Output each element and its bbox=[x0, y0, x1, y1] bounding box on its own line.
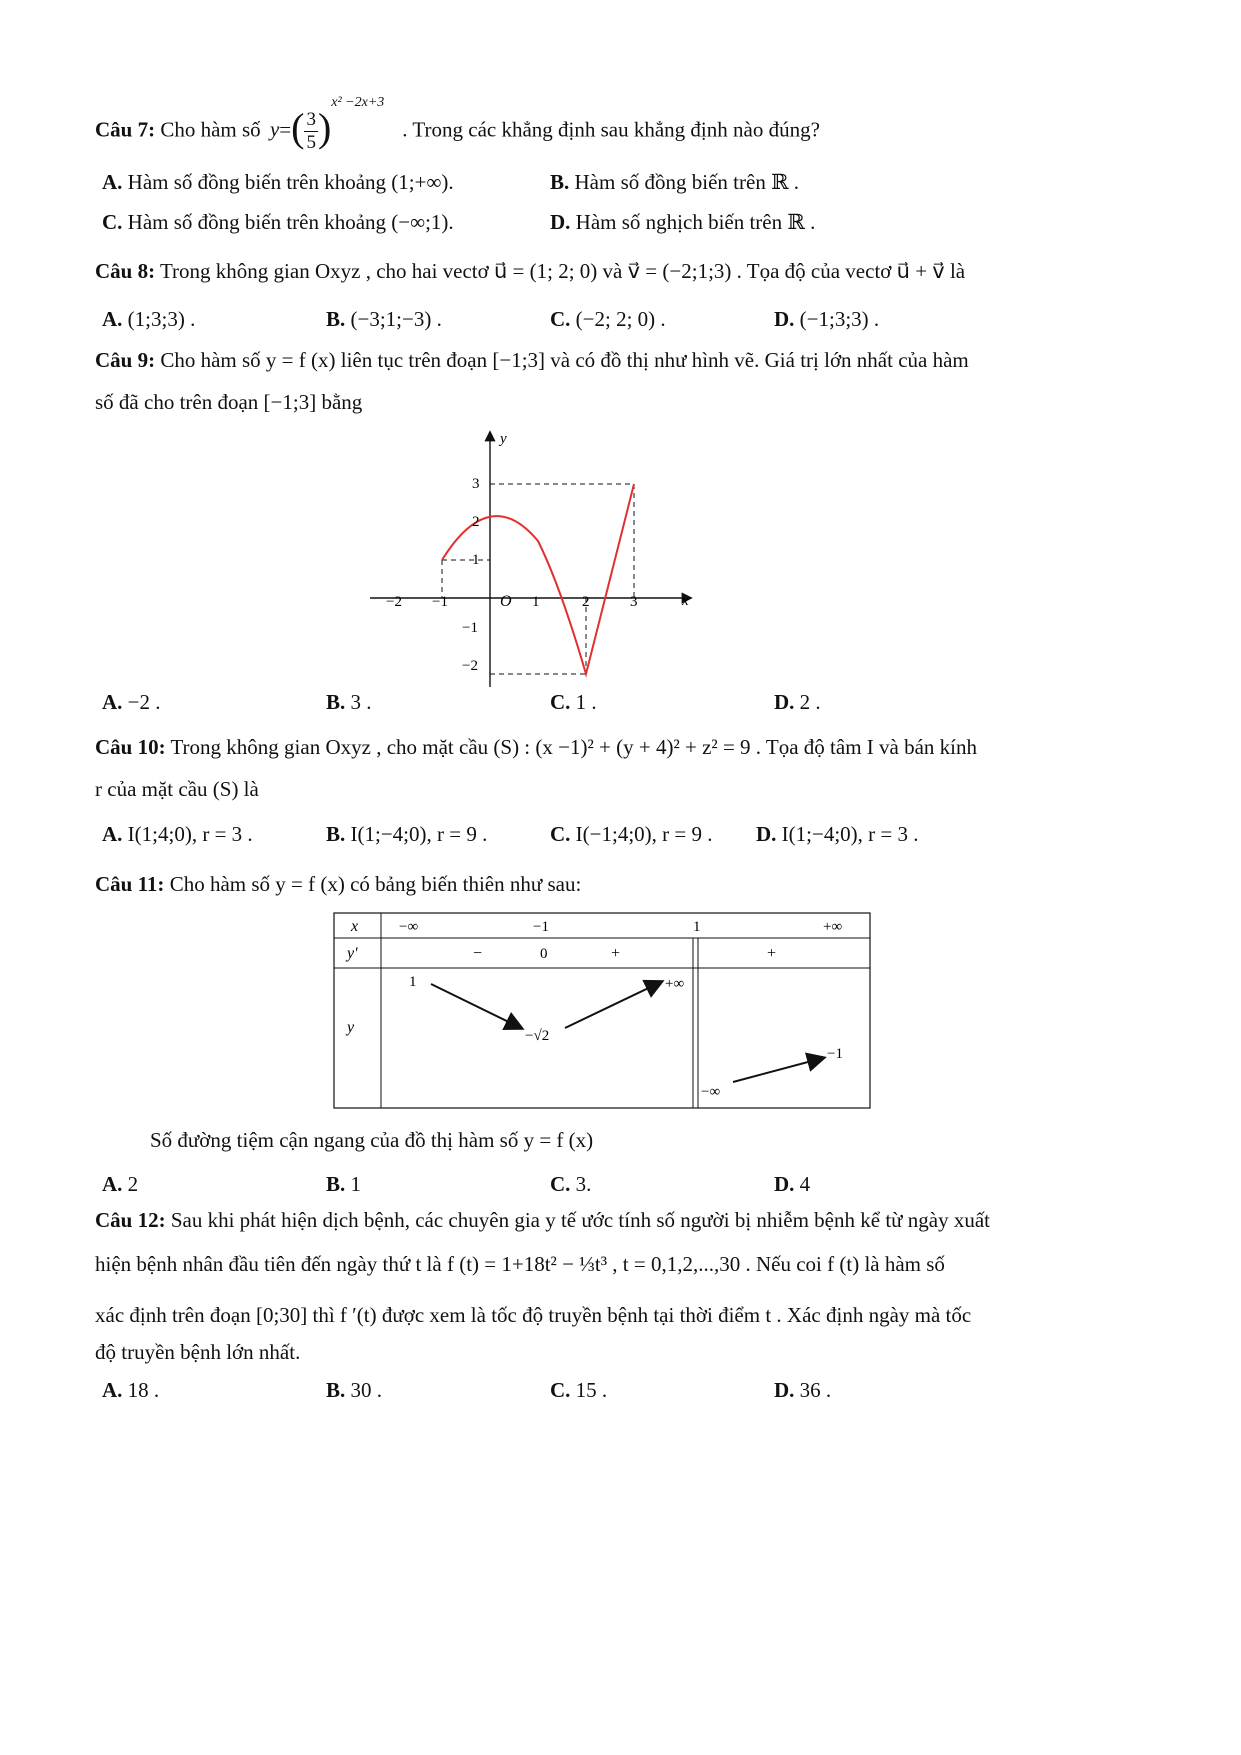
q7-option-b[interactable] bbox=[550, 170, 799, 195]
y-tick-neg1: −1 bbox=[462, 620, 478, 636]
row-x-header: x bbox=[351, 918, 359, 935]
q12-label: Câu 12: bbox=[95, 1208, 166, 1232]
option-key: A. bbox=[102, 1172, 123, 1196]
y-tick-1: 1 bbox=[472, 552, 480, 568]
q10-stem-line2: r của mặt cầu (S) là bbox=[95, 777, 259, 801]
y-axis-label: y bbox=[500, 431, 507, 447]
option-text: I(1;−4;0), r = 9 . bbox=[350, 822, 488, 846]
q12-stem-line1 bbox=[95, 1208, 990, 1233]
q12-option-c[interactable] bbox=[550, 1378, 607, 1403]
sign-zero: 0 bbox=[540, 946, 548, 962]
q8-text: Trong không gian Oxyz , cho hai vectơ u⃗ = (1; 2; 0) và v⃗ = (−2;1;3) . Tọa độ của vectơ u⃗ + v⃗ là bbox=[155, 259, 966, 283]
y-tick-3: 3 bbox=[472, 476, 480, 492]
option-key: C. bbox=[550, 1172, 571, 1196]
x-tick-3: 3 bbox=[630, 594, 638, 610]
option-key: C. bbox=[550, 307, 571, 331]
q8-option-c[interactable] bbox=[550, 307, 666, 332]
function-curve bbox=[442, 484, 634, 674]
dashed-guides bbox=[442, 484, 634, 674]
y-val-1: 1 bbox=[409, 974, 417, 990]
option-text: 3. bbox=[575, 1172, 592, 1196]
q8-option-a[interactable] bbox=[102, 307, 195, 332]
x-tick-neg1: −1 bbox=[432, 594, 448, 610]
q10-option-a[interactable] bbox=[102, 822, 253, 847]
x-val-neg1: −1 bbox=[533, 919, 549, 935]
option-text: (−3;1;−3) . bbox=[350, 307, 442, 331]
q9-stem-line1 bbox=[95, 348, 969, 373]
option-key: C. bbox=[550, 1378, 571, 1402]
option-text: Hàm số đồng biến trên khoảng (−∞;1). bbox=[127, 210, 454, 234]
q8-label: Câu 8: bbox=[95, 259, 156, 283]
q9-option-a[interactable] bbox=[102, 690, 161, 715]
y-val-pos-inf: +∞ bbox=[665, 976, 685, 992]
option-text: (−2; 2; 0) . bbox=[575, 307, 666, 331]
origin-label: O bbox=[500, 593, 512, 610]
q10-line1: Trong không gian Oxyz , cho mặt cầu (S) : (x −1)² + (y + 4)² + z² = 9 . Tọa độ tâm I và bán kính bbox=[165, 735, 978, 759]
option-key: B. bbox=[326, 1172, 346, 1196]
option-key: D. bbox=[774, 690, 795, 714]
option-key: C. bbox=[102, 210, 123, 234]
q7-option-a[interactable] bbox=[102, 170, 454, 195]
q7-rparen: ) bbox=[317, 105, 332, 150]
x-tick-1: 1 bbox=[532, 594, 540, 610]
option-text: 1 . bbox=[575, 690, 597, 714]
q12-option-b[interactable] bbox=[326, 1378, 382, 1403]
x-tick-2: 2 bbox=[582, 594, 590, 610]
q7-y: y bbox=[269, 117, 280, 142]
q9-option-c[interactable] bbox=[550, 690, 597, 715]
q10-label: Câu 10: bbox=[95, 735, 166, 759]
q11-label: Câu 11: bbox=[95, 872, 165, 896]
q7-fraction bbox=[304, 109, 318, 154]
q9-option-b[interactable] bbox=[326, 690, 372, 715]
option-key: D. bbox=[550, 210, 571, 234]
q11-option-a[interactable] bbox=[102, 1172, 138, 1197]
q7-pre: Cho hàm số bbox=[155, 117, 266, 142]
option-text: 30 . bbox=[350, 1378, 383, 1402]
q12-stem-line4: độ truyền bệnh lớn nhất. bbox=[95, 1340, 301, 1364]
option-key: B. bbox=[326, 690, 346, 714]
q7-frac-den: 5 bbox=[306, 132, 316, 153]
option-text: 2 . bbox=[799, 690, 821, 714]
q7-lparen: ( bbox=[291, 105, 305, 150]
q11-option-b[interactable] bbox=[326, 1172, 361, 1197]
q9-stem-line2: số đã cho trên đoạn [−1;3] bằng bbox=[95, 390, 363, 414]
q8-option-d[interactable] bbox=[774, 307, 879, 332]
y-val-neg1: −1 bbox=[827, 1046, 843, 1062]
y-val-neg-sqrt2: −√2 bbox=[525, 1028, 550, 1044]
sign-plus-2: + bbox=[767, 945, 777, 962]
option-key: A. bbox=[102, 307, 123, 331]
option-key: C. bbox=[550, 690, 571, 714]
option-text: −2 . bbox=[127, 690, 161, 714]
option-key: A. bbox=[102, 170, 123, 194]
option-text: 1 bbox=[350, 1172, 362, 1196]
option-key: D. bbox=[774, 1172, 795, 1196]
q11-subquestion: Số đường tiệm cận ngang của đồ thị hàm số y = f (x) bbox=[150, 1128, 594, 1152]
q8-option-b[interactable] bbox=[326, 307, 442, 332]
option-key: A. bbox=[102, 690, 123, 714]
q11-stem bbox=[95, 872, 581, 897]
option-text: 18 . bbox=[127, 1378, 160, 1402]
option-key: D. bbox=[774, 307, 795, 331]
q7-stem bbox=[95, 95, 820, 155]
option-text: I(−1;4;0), r = 9 . bbox=[575, 822, 713, 846]
row-y-header: y bbox=[347, 1019, 355, 1036]
option-text: Hàm số đồng biến trên ℝ . bbox=[574, 170, 800, 194]
option-key: A. bbox=[102, 1378, 123, 1402]
q12-option-a[interactable] bbox=[102, 1378, 159, 1403]
option-text: Hàm số nghịch biến trên ℝ . bbox=[575, 210, 816, 234]
q11-option-c[interactable] bbox=[550, 1172, 591, 1197]
x-val-neg-inf: −∞ bbox=[399, 919, 419, 935]
option-key: C. bbox=[550, 822, 571, 846]
q8-stem bbox=[95, 259, 965, 284]
option-text: (−1;3;3) . bbox=[799, 307, 880, 331]
q10-option-c[interactable] bbox=[550, 822, 713, 847]
y-tick-2: 2 bbox=[472, 514, 480, 530]
arrow-down bbox=[431, 984, 521, 1028]
q9-label: Câu 9: bbox=[95, 348, 156, 372]
option-key: B. bbox=[326, 822, 346, 846]
q12-stem-line2: hiện bệnh nhân đầu tiên đến ngày thứ t là f (t) = 1+18t² − ⅓t³ , t = 0,1,2,...,30 . Nếu coi f (t) là hàm số bbox=[95, 1252, 945, 1276]
option-text: 4 bbox=[799, 1172, 811, 1196]
q11-option-d[interactable] bbox=[774, 1172, 810, 1197]
arrow-up-1 bbox=[565, 982, 661, 1028]
q7-eq: = bbox=[279, 117, 292, 142]
q7-exponent: x² −2x+3 bbox=[331, 95, 385, 111]
option-key: D. bbox=[774, 1378, 795, 1402]
option-text: 15 . bbox=[575, 1378, 608, 1402]
q9-option-d[interactable] bbox=[774, 690, 821, 715]
q11-variation-table bbox=[333, 912, 873, 1112]
y-tick-neg2: −2 bbox=[462, 658, 478, 674]
q9-line1: Cho hàm số y = f (x) liên tục trên đoạn [−1;3] và có đồ thị như hình vẽ. Giá trị lớn nhất của hàm bbox=[155, 348, 969, 372]
q12-line1: Sau khi phát hiện dịch bệnh, các chuyên gia y tế ước tính số người bị nhiễm bệnh kể từ ngày xuất bbox=[165, 1208, 991, 1232]
option-text: I(1;4;0), r = 3 . bbox=[127, 822, 253, 846]
x-axis-label: x bbox=[682, 593, 689, 609]
q7-post: . Trong các khẳng định sau khẳng định nào đúng? bbox=[402, 117, 820, 142]
sign-minus: − bbox=[473, 945, 483, 962]
sign-plus-1: + bbox=[611, 945, 621, 962]
q12-stem-line3: xác định trên đoạn [0;30] thì f ′(t) được xem là tốc độ truyền bệnh tại thời điểm t . Xác định ngày mà tốc bbox=[95, 1303, 972, 1327]
q10-option-b[interactable] bbox=[326, 822, 487, 847]
option-key: A. bbox=[102, 822, 123, 846]
option-text: 3 . bbox=[350, 690, 372, 714]
q7-option-d[interactable] bbox=[550, 210, 815, 235]
option-key: B. bbox=[326, 1378, 346, 1402]
option-text: (1;3;3) . bbox=[127, 307, 196, 331]
x-val-1: 1 bbox=[693, 919, 701, 935]
x-tick-neg2: −2 bbox=[386, 594, 402, 610]
q10-stem-line1 bbox=[95, 735, 977, 760]
x-val-pos-inf: +∞ bbox=[823, 919, 843, 935]
option-key: B. bbox=[550, 170, 570, 194]
arrow-up-2 bbox=[733, 1058, 823, 1082]
q12-option-d[interactable] bbox=[774, 1378, 831, 1403]
option-key: B. bbox=[326, 307, 346, 331]
y-val-neg-inf: −∞ bbox=[701, 1084, 721, 1100]
option-text: 2 bbox=[127, 1172, 139, 1196]
q7-option-c[interactable] bbox=[102, 210, 454, 235]
q7-frac-num: 3 bbox=[306, 109, 316, 130]
q11-text: Cho hàm số y = f (x) có bảng biến thiên như sau: bbox=[164, 872, 582, 896]
q7-label: Câu 7: bbox=[95, 117, 156, 142]
option-text: Hàm số đồng biến trên khoảng (1;+∞). bbox=[127, 170, 454, 194]
option-text: I(1;−4;0), r = 3 . bbox=[781, 822, 919, 846]
option-key: D. bbox=[756, 822, 777, 846]
q10-option-d[interactable] bbox=[756, 822, 919, 847]
option-text: 36 . bbox=[799, 1378, 832, 1402]
row-dy-header: y′ bbox=[347, 945, 358, 962]
q9-graph bbox=[360, 425, 720, 690]
